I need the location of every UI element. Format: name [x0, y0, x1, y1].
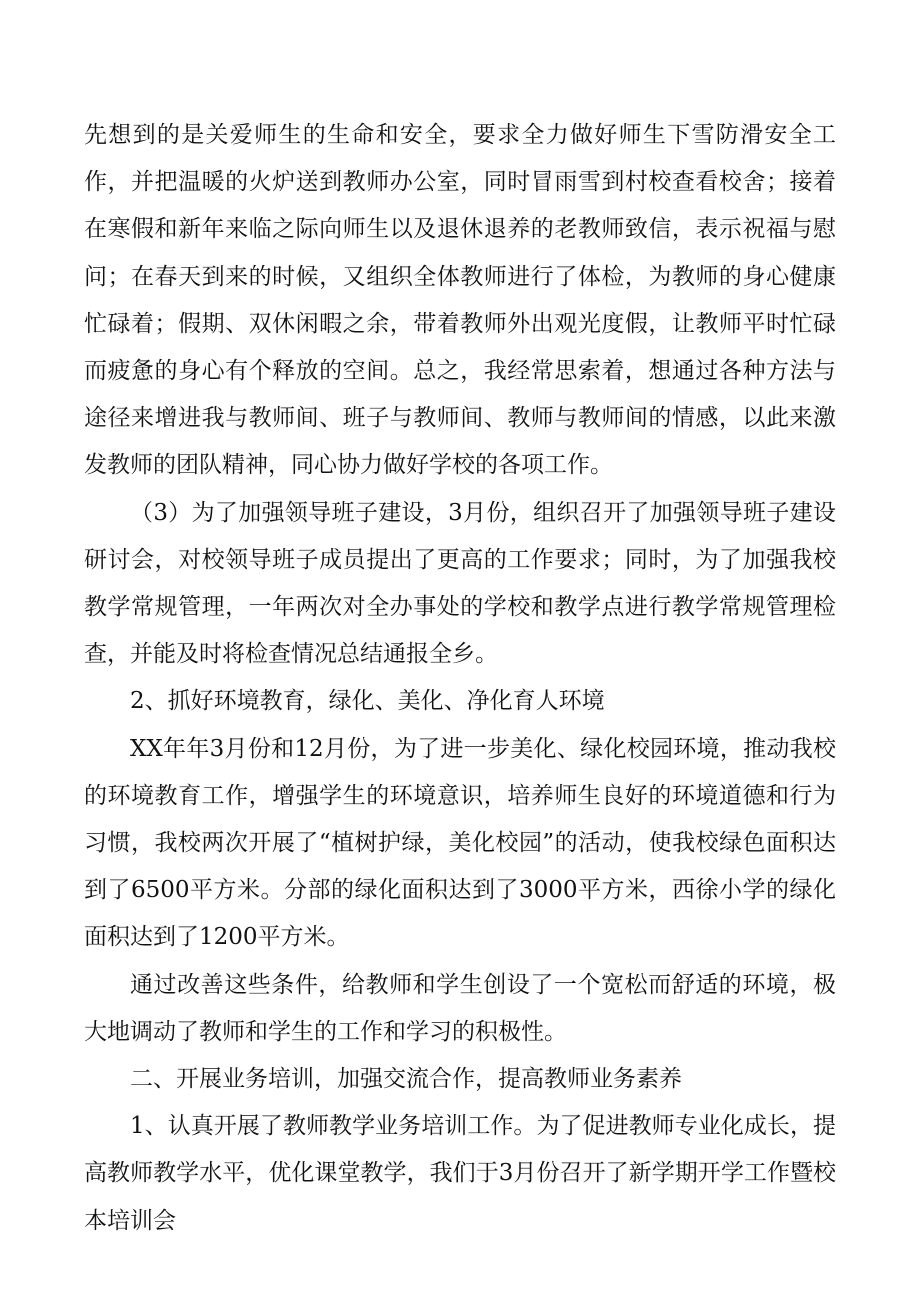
- paragraph-environment: XX年年3月份和12月份，为了进一步美化、绿化校园环境，推动我校的环境教育工作，增强学生的环境意识，培养师生良好的环境道德和行为习惯，我校两次开展了“植树护绿，美化校园”的活动，使我校绿色面积达到了6500平方米。分部的绿化面积达到了3000平方米，西徐小学的绿化面积达到了1200平方米。: [84, 735, 836, 951]
- paragraph-continued: 先想到的是关爱师生的生命和安全，要求全力做好师生下雪防滑安全工作，并把温暖的火炉送到教师办公室，同时冒雨雪到村校查看校舍；接着在寒假和新年来临之际向师生以及退休退养的老教师致信，表示祝福与慰问；在春天到来的时候，又组织全体教师进行了体检，为教师的身心健康忙碌着；假期、双休闲暇之余，带着教师外出观光度假，让教师平时忙碌而疲惫的身心有个释放的空间。总之，我经常思索着，想通过各种方法与途径来增进我与教师间、班子与教师间、教师与教师间的情感，以此来激发教师的团队精神，同心协力做好学校的各项工作。: [84, 122, 836, 479]
- paragraph-environment-result: 通过改善这些条件，给教师和学生创设了一个宽松而舒适的环境，极大地调动了教师和学生的工作和学习的积极性。: [84, 971, 836, 1045]
- paragraph-leadership: （3）为了加强领导班子建设，3月份，组织召开了加强领导班子建设研讨会，对校领导班子成员提出了更高的工作要求；同时，为了加强我校教学常规管理，一年两次对全办事处的学校和教学点进行教学常规管理检查，并能及时将检查情况总结通报全乡。: [84, 499, 836, 668]
- heading-environment-education: 2、抓好环境教育，绿化、美化、净化育人环境: [130, 688, 605, 715]
- paragraph-training: 1、认真开展了教师教学业务培训工作。为了促进教师专业化成长，提高教师教学水平，优化课堂教学，我们于3月份召开了新学期开学工作暨校本培训会: [84, 1113, 836, 1234]
- heading-section-two: 二、开展业务培训，加强交流合作，提高教师业务素养: [130, 1066, 682, 1093]
- document-body: [84, 112, 836, 1245]
